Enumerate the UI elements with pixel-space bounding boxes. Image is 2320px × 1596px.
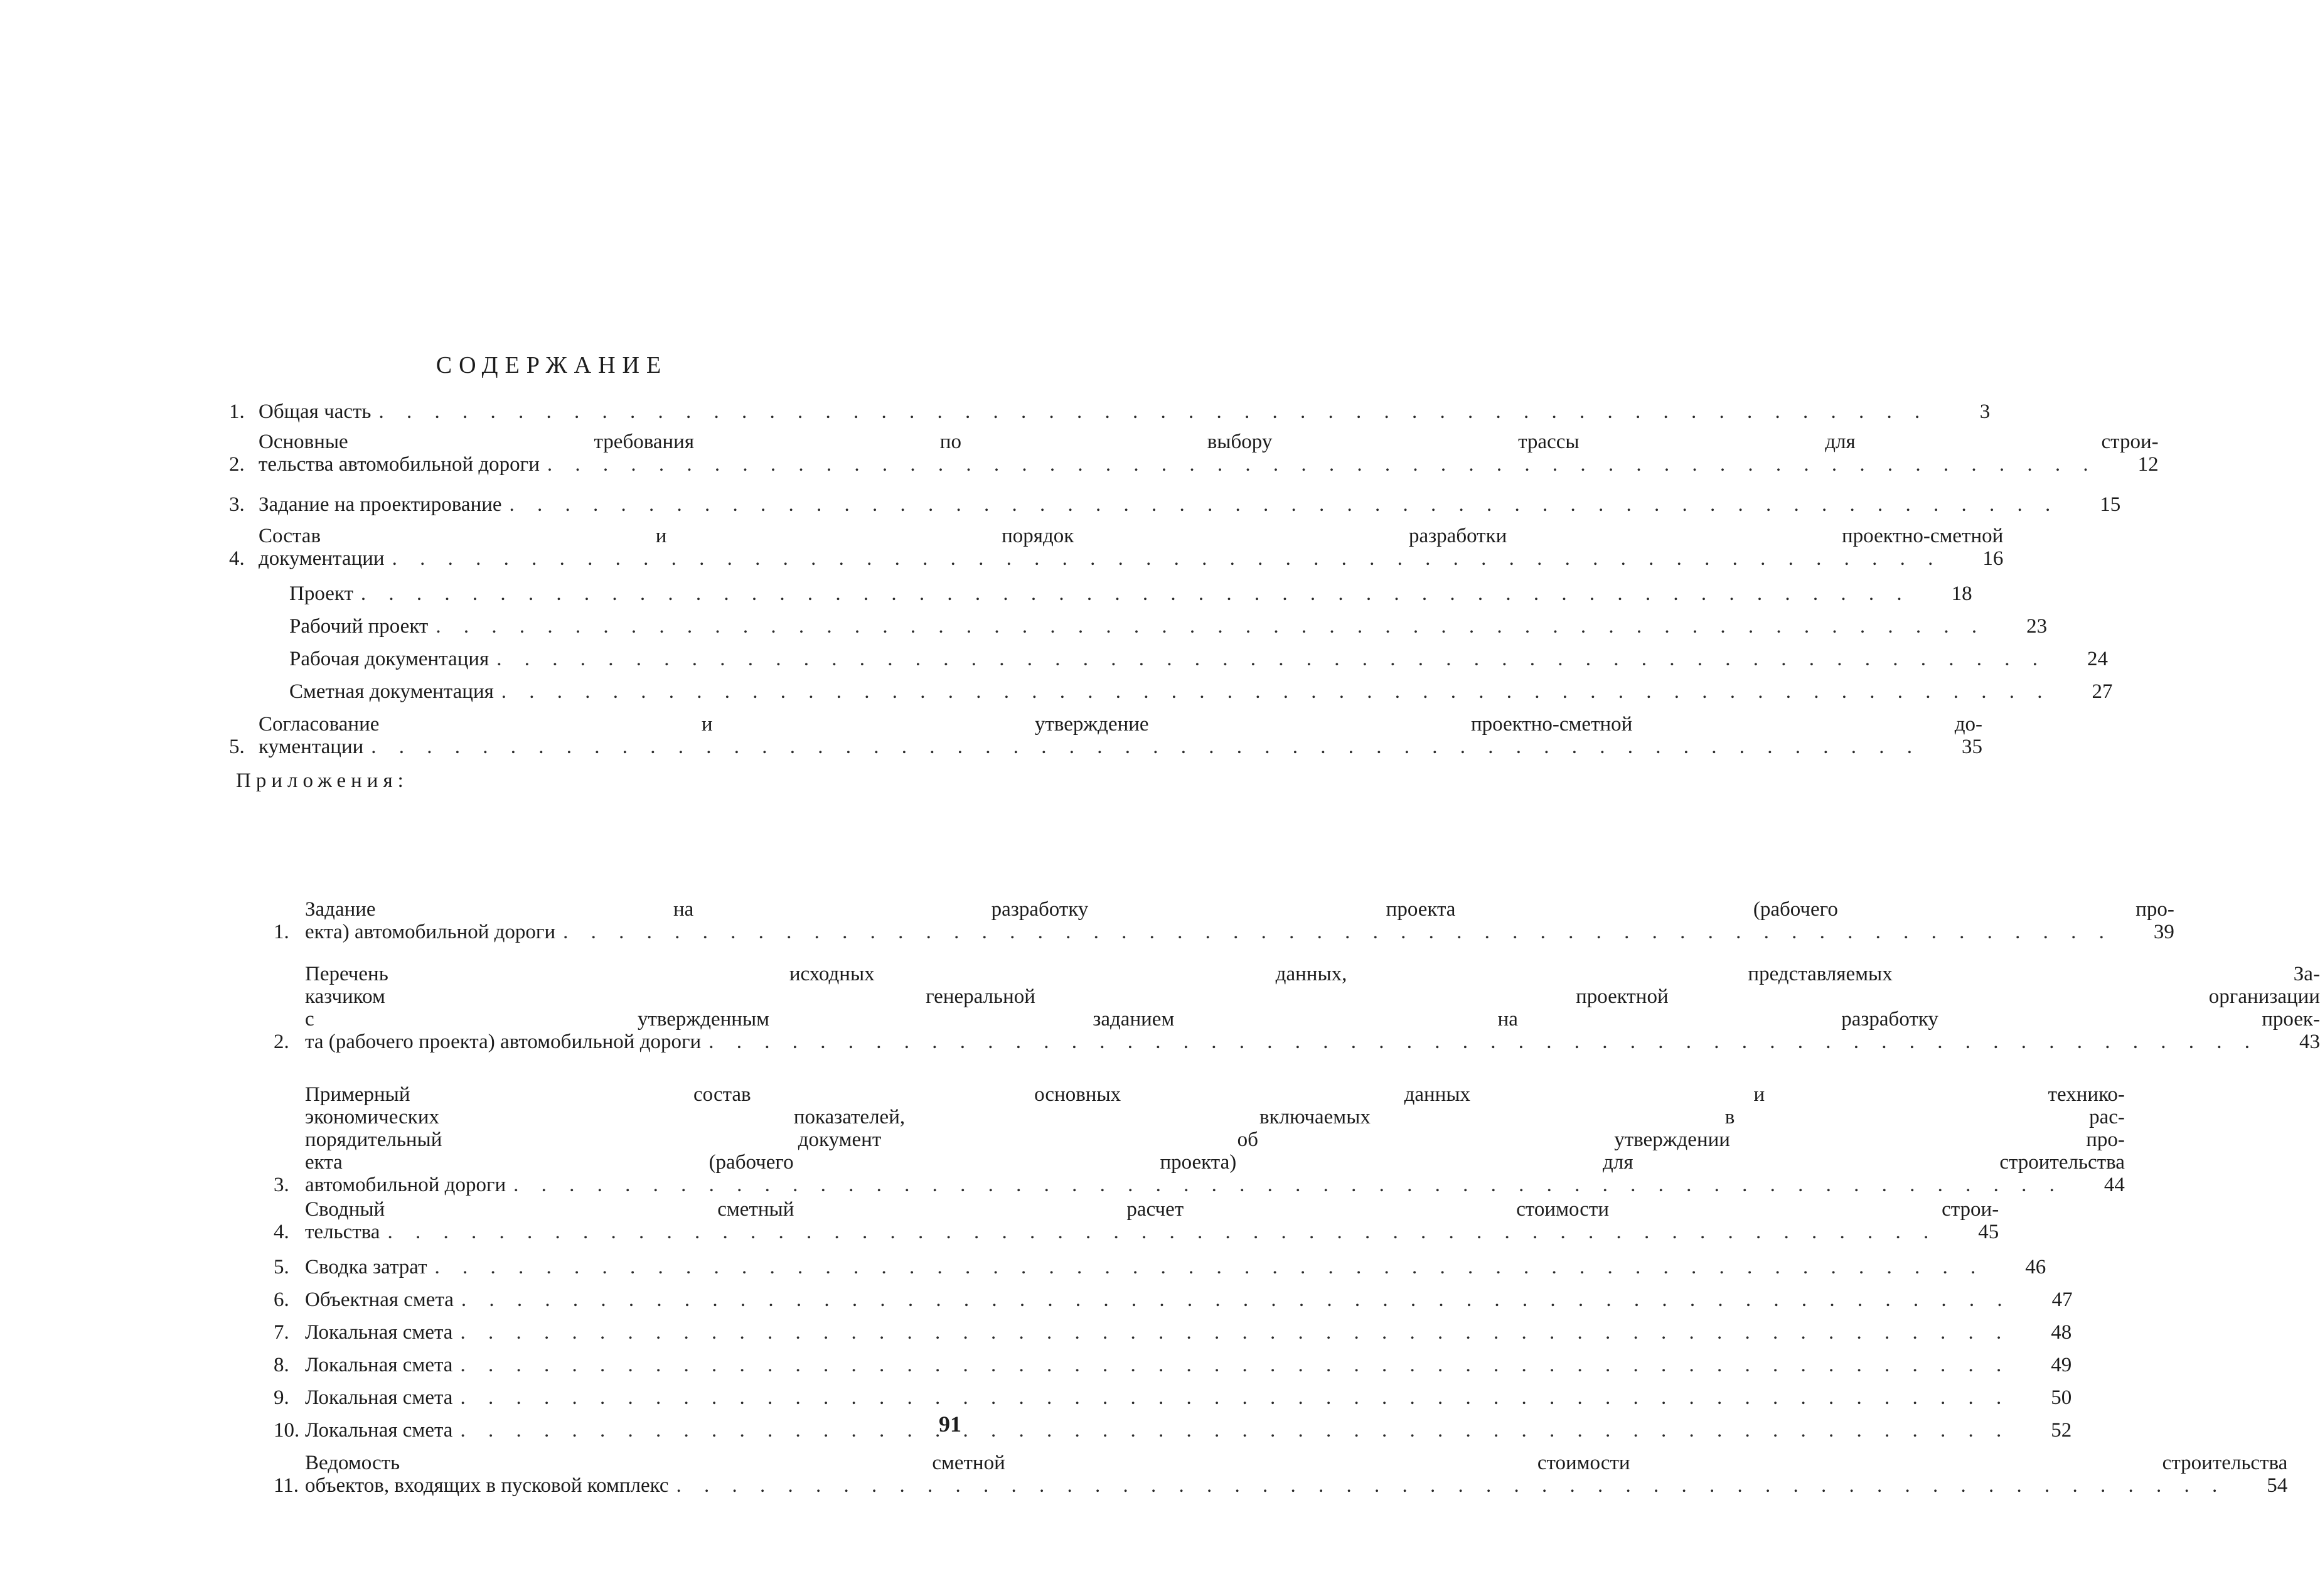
entry-title-line: Сводный сметный расчет стоимости строи- (305, 1198, 1999, 1221)
entry-number: 7. (274, 1321, 289, 1344)
entry-title-line: Локальная смета (305, 1386, 453, 1409)
dot-leader (452, 1354, 2010, 1376)
toc-entry (274, 963, 2320, 1053)
entry-title-line: Сводка затрат (305, 1256, 427, 1278)
entry-number: 5. (274, 1256, 289, 1278)
entry-page-number: 45 (1978, 1221, 1999, 1243)
toc-entry (274, 1354, 2072, 1376)
entry-title-line: Локальная смета (305, 1354, 453, 1376)
entry-number: 2. (274, 1031, 289, 1053)
dot-leader (454, 1288, 2011, 1311)
entry-page-number: 12 (2137, 453, 2159, 476)
dot-leader (380, 1221, 1937, 1243)
entry-number: 8. (274, 1354, 289, 1376)
entry-number: 3. (229, 493, 245, 516)
entry-title-line: с утвержденным заданием на разработку проек- (305, 1008, 2320, 1031)
entry-title-line: екта) автомобильной дороги (305, 921, 556, 943)
toc-entry (229, 431, 2159, 476)
entry-title-line: тельства автомобильной дороги (259, 453, 540, 476)
toc-entry (274, 1256, 2046, 1278)
dot-leader (363, 736, 1921, 758)
entry-title-line: Согласование и утверждение проектно-сметной до- (259, 713, 1983, 736)
dot-leader (428, 615, 1986, 638)
entry-page-number: 27 (2092, 680, 2113, 703)
entry-title-line: Сметная документация (289, 680, 494, 703)
entry-title-line: Общая часть (259, 400, 372, 423)
entry-title-line: Примерный состав основных данных и технико- (305, 1083, 2125, 1106)
entry-title-line: Ведомость сметной стоимости строительства (305, 1452, 2288, 1474)
entry-page-number: 16 (1982, 547, 2004, 570)
toc-entry (274, 1386, 2072, 1409)
entry-title-line: объектов, входящих в пусковой комплекс (305, 1474, 669, 1497)
dot-leader (353, 582, 1911, 605)
toc-entry (274, 1288, 2073, 1311)
entry-title-line: та (рабочего проекта) автомобильной дороги (305, 1031, 702, 1053)
page-number: 91 (939, 1411, 961, 1437)
dot-leader (371, 400, 1928, 423)
dot-leader (502, 493, 2060, 516)
entry-title-line: Рабочая документация (289, 648, 489, 670)
entry-number: 2. (229, 453, 245, 476)
entry-number: 10. (274, 1419, 300, 1442)
toc-entry (229, 400, 1991, 423)
entry-page-number: 48 (2051, 1321, 2072, 1344)
dot-leader (385, 547, 1942, 570)
toc-entry (274, 1083, 2125, 1196)
toc-entry (289, 680, 2113, 703)
entry-number: 1. (274, 921, 289, 943)
toc-entry (229, 493, 2121, 516)
entry-page-number: 52 (2051, 1419, 2072, 1442)
entry-title-line: Задание на разработку проекта (рабочего про- (305, 898, 2174, 921)
entry-title-line: экономических показателей, включаемых в рас- (305, 1106, 2125, 1128)
dot-leader (452, 1386, 2010, 1409)
dot-leader (506, 1174, 2063, 1196)
toc-entry (289, 582, 1972, 605)
toc-entry (289, 615, 2048, 638)
entry-page-number: 50 (2051, 1386, 2072, 1409)
entry-number: 1. (229, 400, 245, 423)
toc-entry (229, 713, 1983, 758)
entry-number: 11. (274, 1474, 299, 1497)
appendix-heading: Приложения: (236, 769, 409, 792)
entry-title-line: Рабочий проект (289, 615, 429, 638)
entry-page-number: 35 (1962, 736, 1983, 758)
entry-number: 4. (229, 547, 245, 570)
entry-title-line: документации (259, 547, 385, 570)
entry-title-line: Объектная смета (305, 1288, 454, 1311)
entry-page-number: 46 (2025, 1256, 2046, 1278)
entry-page-number: 47 (2051, 1288, 2073, 1311)
entry-page-number: 43 (2299, 1031, 2320, 1053)
dot-leader (540, 453, 2097, 476)
entry-page-number: 44 (2104, 1174, 2125, 1196)
entry-title-line: порядительный документ об утверждении про- (305, 1128, 2125, 1151)
entry-title-line: Состав и порядок разработки проектно-сметной (259, 525, 2004, 547)
dot-leader (452, 1321, 2010, 1344)
entry-page-number: 15 (2100, 493, 2121, 516)
toc-entry (274, 1198, 1999, 1243)
toc-entry (274, 898, 2174, 943)
dot-leader (555, 921, 2113, 943)
entry-title-line: кументации (259, 736, 364, 758)
entry-page-number: 18 (1951, 582, 1972, 605)
entry-page-number: 49 (2051, 1354, 2072, 1376)
toc-entry (274, 1321, 2072, 1344)
dot-leader (489, 648, 2046, 670)
entry-title-line: Задание на проектирование (259, 493, 502, 516)
toc-entry (274, 1452, 2288, 1497)
entry-page-number: 24 (2087, 648, 2108, 670)
entry-title-line: Проект (289, 582, 353, 605)
entry-title-line: Перечень исходных данных, представляемых За- (305, 963, 2320, 985)
dot-leader (452, 1419, 2010, 1442)
entry-page-number: 23 (2026, 615, 2048, 638)
entry-page-number: 54 (2267, 1474, 2288, 1497)
entry-number: 9. (274, 1386, 289, 1409)
entry-title-line: автомобильной дороги (305, 1174, 506, 1196)
entry-number: 3. (274, 1174, 289, 1196)
entry-title-line: екта (рабочего проекта) для строительства (305, 1151, 2125, 1174)
toc-entry (229, 525, 2004, 570)
dot-leader (701, 1031, 2259, 1053)
entry-title-line: Основные требования по выбору трассы для строи- (259, 431, 2159, 453)
entry-title-line: Локальная смета (305, 1419, 453, 1442)
entry-number: 6. (274, 1288, 289, 1311)
entry-number: 5. (229, 736, 245, 758)
toc-entry (289, 648, 2108, 670)
dot-leader (494, 680, 2051, 703)
entry-page-number: 3 (1979, 400, 1991, 423)
entry-title-line: тельства (305, 1221, 380, 1243)
entry-page-number: 39 (2153, 921, 2174, 943)
entry-title-line: Локальная смета (305, 1321, 453, 1344)
entry-number: 4. (274, 1221, 289, 1243)
entry-title-line: казчиком генеральной проектной организации (305, 985, 2320, 1008)
dot-leader (669, 1474, 2226, 1497)
dot-leader (427, 1256, 1985, 1278)
page-title: СОДЕРЖАНИЕ (436, 352, 668, 378)
